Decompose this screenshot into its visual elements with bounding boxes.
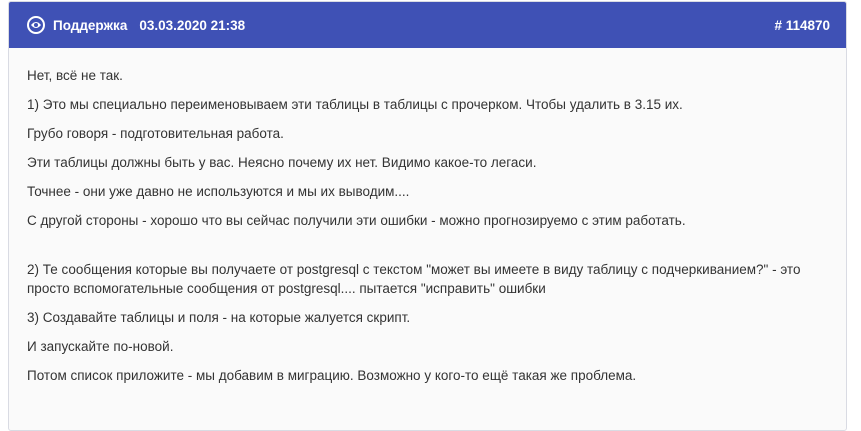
message-card — [8, 1, 847, 431]
message-paragraph: Эти таблицы должны быть у вас. Неясно почему их нет. Видимо какое-то легаси. — [27, 155, 537, 170]
message-timestamp: 03.03.2020 21:38 — [139, 17, 246, 33]
message-paragraph: Точнее - они уже давно не используются и мы их выводим.... — [27, 184, 410, 199]
author-name: Поддержка — [53, 17, 128, 33]
paragraph-gap — [27, 240, 828, 260]
message-paragraph: Грубо говоря - подготовительная работа. — [27, 126, 284, 141]
message-paragraph: Нет, всё не так. — [27, 68, 123, 83]
message-header — [9, 2, 846, 48]
message-paragraph: 2) Те сообщения которые вы получаете от postgresql с текстом "может вы имеете в виду таблицу с подчеркиванием?" - это просто вспомогательные сообщения от postgresql.... пытается "исправить" ошибки — [27, 262, 801, 296]
message-paragraph: С другой стороны - хорошо что вы сейчас получили эти ошибки - можно прогнозируемо с этим работать. — [27, 213, 686, 228]
support-chat-icon — [26, 15, 46, 35]
message-paragraph: Потом список приложите - мы добавим в миграцию. Возможно у кого-то ещё такая же проблема. — [27, 368, 637, 383]
message-body — [9, 48, 846, 385]
message-paragraph: И запускайте по-новой. — [27, 339, 174, 354]
message-paragraph: 1) Это мы специально переименовываем эти таблицы в таблицы с прочерком. Чтобы удалить в 3.15 их. — [27, 97, 683, 112]
message-paragraph: 3) Создавайте таблицы и поля - на которые жалуется скрипт. — [27, 310, 411, 325]
ticket-id-link[interactable]: # 114870 — [774, 17, 830, 33]
